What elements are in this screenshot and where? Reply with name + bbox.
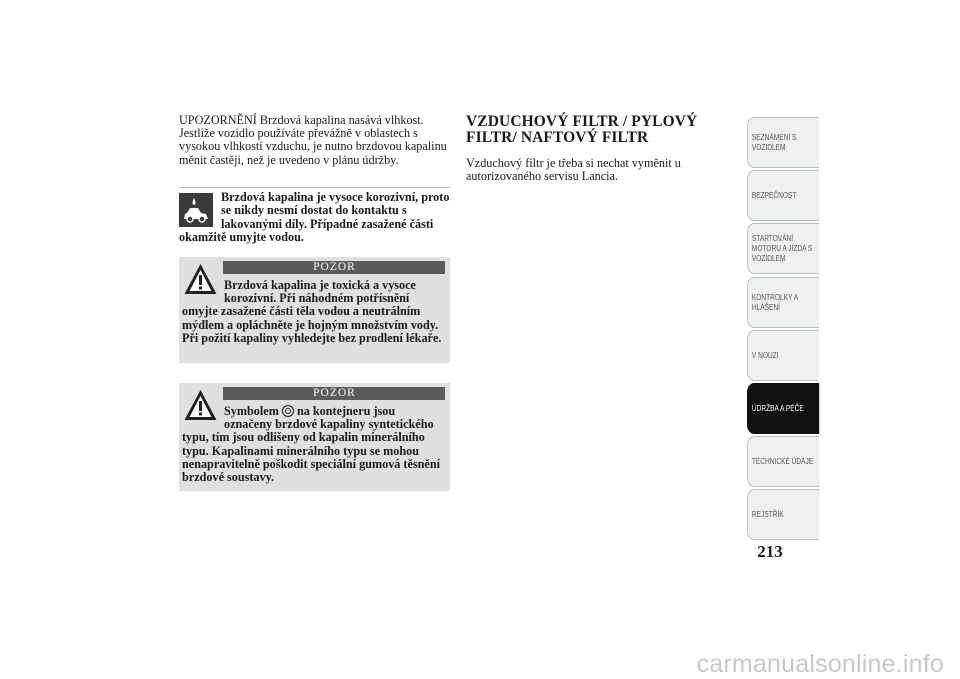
right-column (466, 114, 742, 183)
car-paint-icon (179, 193, 213, 227)
warning-box-2 (179, 383, 450, 491)
tab-label: STARTOVÁNÍ MOTORU A JÍZDA S VOZIDLEM (751, 233, 813, 263)
tab-technicke-udaje[interactable] (747, 436, 819, 487)
warning-title: POZOR (223, 261, 445, 274)
watermark: carmanualsonline.info (696, 650, 944, 678)
tab-bezpecnost[interactable] (747, 170, 819, 221)
warning-text-after: na kontejneru jsou označeny brzdové kapaliny syntetického typu, tím jsou odlišeny od kapalin minerálního typu. Kapalinami minerálního typu se mohou nenapravitelně poškodit speciální gumová těsnění brzdové soustavy. (182, 404, 440, 485)
warning-triangle-icon (183, 388, 218, 423)
tab-label: REJSTŘÍK (751, 509, 784, 519)
tab-rejstrik[interactable] (747, 489, 819, 540)
tab-v-nouzi[interactable] (747, 330, 819, 381)
warning-title: POZOR (223, 387, 445, 400)
intro-paragraph: UPOZORNĚNÍ Brzdová kapalina nasává vlhkost. Jestliže vozidlo používáte převážně v oblastech s vysokou vlhkostí vzduchu, je nutno brzdovou kapalinu měnit častěji, než je uvedeno v plánu údržby. (179, 113, 447, 167)
tab-label: BEZPEČNOST (751, 190, 797, 200)
warning-triangle-icon (183, 262, 218, 297)
tab-label: ÚDRŽBA A PÉČE (751, 403, 804, 413)
warning-text-before: Symbolem (224, 404, 279, 418)
tab-label: KONTROLKY A HLÁŠENÍ (751, 292, 798, 312)
tab-seznameni-s-vozidlem[interactable] (747, 117, 819, 168)
tab-startovani[interactable] (747, 223, 819, 274)
divider (179, 187, 450, 188)
tab-label: TECHNICKÉ ÚDAJE (751, 456, 814, 466)
warning-text (182, 405, 445, 484)
section-heading: VZDUCHOVÝ FILTR / PYLOVÝ FILTR/ NAFTOVÝ FILTR (466, 113, 698, 146)
caution-note-text: Brzdová kapalina je vysoce korozivní, proto se nikdy nesmí dostat do kontaktu s lakovanými díly. Případné zasažené části okamžitě umyjte vodou. (179, 190, 450, 244)
synthetic-fluid-icon (282, 405, 294, 417)
page-number: 213 (757, 542, 783, 561)
tab-udrzba-a-pece[interactable] (747, 383, 819, 434)
tab-kontrolky[interactable] (747, 277, 819, 328)
left-column (179, 114, 450, 167)
tab-label: SEZNÁMENÍ S VOZIDLEM (751, 132, 797, 152)
tab-label: V NOUZI (751, 350, 779, 360)
warning-text: Brzdová kapalina je toxická a vysoce korozivní. Při náhodném potřísnění omyjte zasažené části těla vodou a neutrálním mýdlem a opláchněte je hojným množstvím vody. Při požití kapaliny vyhledejte bez prodlení lékaře. (182, 278, 442, 345)
section-body: Vzduchový filtr je třeba si nechat vyměnit u autorizovaného servisu Lancia. (466, 156, 681, 184)
caution-note (179, 191, 450, 244)
warning-box-1 (179, 257, 450, 363)
